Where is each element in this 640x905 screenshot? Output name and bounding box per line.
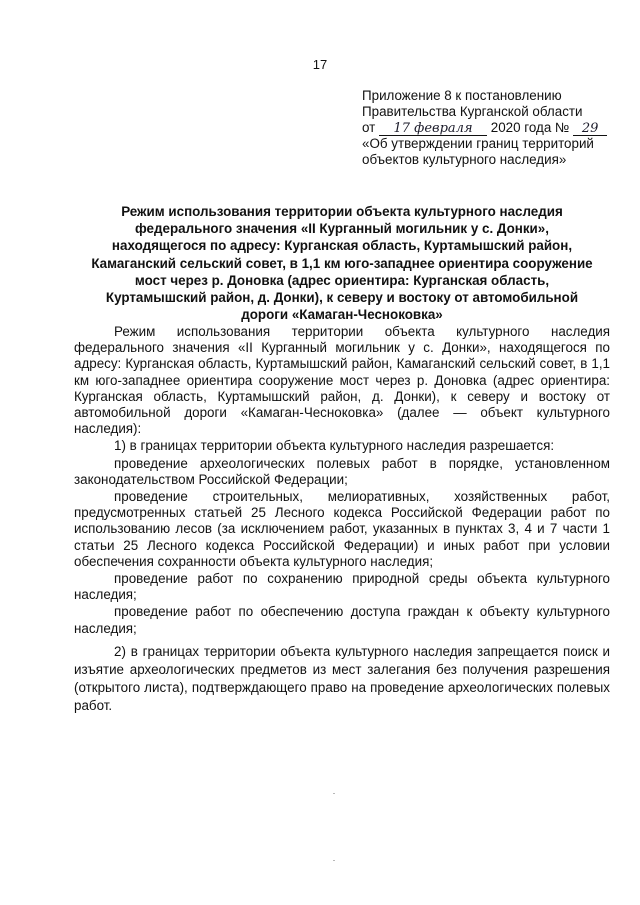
- body-paragraph-construction: проведение строительных, мелиоративных, хозяйственных работ, предусмотренных статьей 25 Лесного кодекса Российской Федерации работ по использованию лесов (за исключением работ, указанных в пунктах 3, 4 и 7 части 1 статьи 25 Лесного кодекса Российской Федерации) и иных работ при условии обеспечения сохранности объекта культурного наследия;: [74, 489, 610, 569]
- title-line: дороги «Камаган-Чесноковка»: [241, 307, 443, 323]
- title-line: федерального значения «II Курганный могильник у с. Донки»,: [135, 221, 549, 237]
- appendix-line-3: [362, 120, 624, 136]
- body-paragraph-intro: Режим использования территории объекта культурного наследия федерального значения «II Курганный могильник у с. Донки», находящегося по адресу: Курганская область, Куртамышский район, Камаганский сельский совет, в 1,1 км юго-западнее ориентира сооружение мост через р. Доновка (адрес ориентира: Курганская область, Куртамышский район, д. Донки), к северу и востоку от автомобильной дороги «Камаган-Чесноковка» (далее — объект культурного наследия):: [74, 324, 610, 437]
- title-line: мост через р. Доновка (адрес ориентира: Курганская область,: [134, 272, 550, 288]
- appendix-from-prefix: от: [362, 120, 376, 135]
- handwritten-date: 17 февраля: [379, 122, 487, 136]
- body-paragraph-prohibited: 2) в границах территории объекта культурного наследия запрещается поиск и изъятие археологических предметов из мест залегания без получения разрешения (открытого листа), подтверждающего право на проведение археологических полевых работ.: [74, 643, 610, 713]
- body-paragraph-permitted-heading: 1) в границах территории объекта культурного наследия разрешается:: [114, 438, 555, 454]
- body-paragraph-access: проведение работ по обеспечению доступа граждан к объекту культурного наследия;: [74, 604, 610, 636]
- appendix-line-4: «Об утверждении границ территорий: [362, 136, 594, 151]
- handwritten-number: 29: [573, 122, 607, 136]
- scan-dot: [333, 793, 335, 794]
- body-paragraph-nature: проведение работ по сохранению природной среды объекта культурного наследия;: [74, 571, 610, 603]
- title-line: Куртамышский район, д. Донки), к северу и востоку от автомобильной: [105, 290, 579, 306]
- scan-dot: [333, 860, 335, 861]
- document-body: [74, 324, 610, 715]
- appendix-year-text: 2020 года №: [490, 120, 570, 135]
- title-line: Камаганский сельский совет, в 1,1 км юго-западнее ориентира сооружение: [91, 255, 593, 271]
- appendix-line-1: Приложение 8 к постановлению: [362, 88, 562, 103]
- page-number: 17: [312, 57, 328, 72]
- appendix-header: [362, 88, 624, 168]
- title-line: находящегося по адресу: Курганская область, Куртамышский район,: [111, 238, 573, 254]
- appendix-line-2: Правительства Курганской области: [362, 104, 583, 119]
- appendix-line-5: объектов культурного наследия»: [362, 152, 567, 167]
- document-title: [74, 203, 610, 323]
- title-line: Режим использования территории объекта культурного наследия: [121, 204, 563, 219]
- body-paragraph-archaeological: проведение археологических полевых работ в порядке, установленном законодательством Российской Федерации;: [74, 455, 610, 487]
